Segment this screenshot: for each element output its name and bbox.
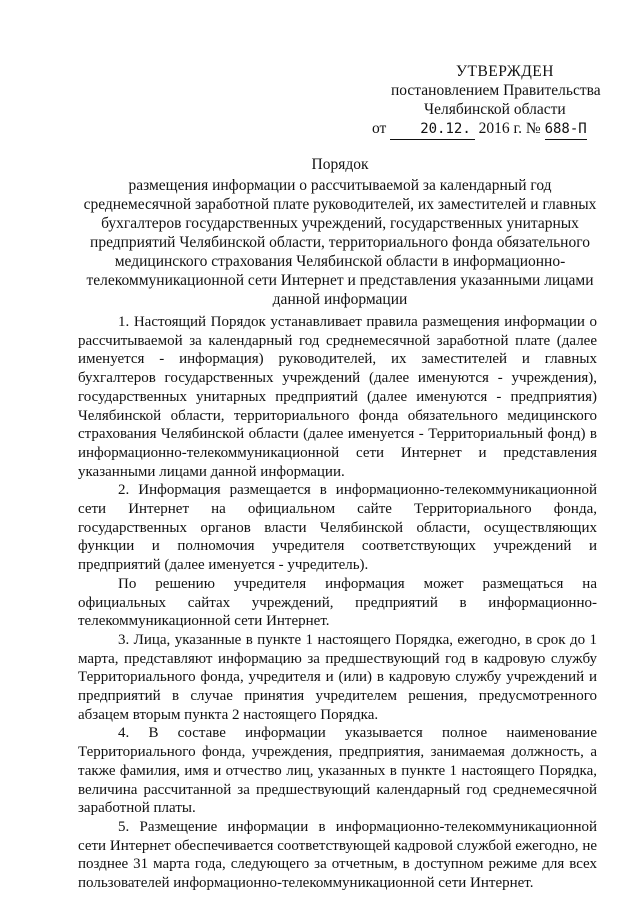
document-subtitle [60, 176, 620, 309]
approval-date: 20.12. [390, 120, 475, 140]
subtitle-line: данной информации [272, 291, 408, 308]
paragraph-2: 2. Информация размещается в информационно-телекоммуникационной сети Интернет на официальном сайте Территориального фонда, государственных органов власти Челябинской области, осуществляющих функции и полномочия учредителя соответствующих учреждений и предприятий (далее именуется - учредитель). [78, 482, 597, 574]
paragraph-1: 1. Настоящий Порядок устанавливает правила размещения информации о рассчитываемой за календарный год среднемесячной заработной плате (далее именуется - информация) руководителей, их заместителей и главных бухгалтеров государственных учреждений (далее именуются - учреждения), государственных унитарных предприятий (далее именуются - предприятия) Челябинской области, территориального фонда обязательного медицинского страхования Челябинской области (далее именуется - Территориальный фонд) в информационно-телекоммуникационной сети Интернет и представления указанными лицами данной информации. [78, 314, 597, 480]
document-body [78, 313, 597, 893]
approval-authority: постановлением Правительства [391, 82, 601, 99]
approval-number: 688-П [545, 120, 587, 140]
subtitle-line: бухгалтеров государственных учреждений, государственных унитарных [101, 215, 579, 232]
paragraph-3: 3. Лица, указанные в пункте 1 настоящего Порядка, ежегодно, в срок до 1 марта, представляют информацию за предшествующий год в кадровую службу Территориального фонда, учредителя и (или) в кадровую службу учреждений и предприятий в случае принятия учредителем решения, предусмотренного абзацем вторым пункта 2 настоящего Порядка. [78, 631, 597, 723]
year-suffix: 2016 г. № [478, 120, 541, 137]
paragraph-2-extra: По решению учредителя информация может размещаться на официальных сайтах учреждений, предприятий в информационно-телекоммуникационной сети Интернет. [78, 575, 597, 630]
approval-title: УТВЕРЖДЕН [456, 63, 554, 80]
document-heading: Порядок [311, 156, 369, 173]
approval-date-line [372, 119, 612, 140]
paragraph-5: 5. Размещение информации в информационно-телекоммуникационной сети Интернет обеспечивается соответствующей кадровой службой ежегодно, не позднее 31 марта года, следующего за отчетным, в доступном режиме для всех пользователей информационно-телекоммуникационной сети Интернет. [78, 818, 597, 892]
paragraph-4: 4. В составе информации указывается полное наименование Территориального фонда, учреждения, предприятия, занимаемая должность, а также фамилия, имя и отчество лиц, указанных в пункте 1 настоящего Порядка, величина рассчитанной за предшествующий календарный год среднемесячной заработной платы. [78, 725, 597, 817]
subtitle-line: медицинского страхования Челябинской области в информационно- [114, 253, 566, 270]
subtitle-line: среднемесячной заработной плате руководителей, их заместителей и главных [83, 196, 597, 213]
subtitle-line: размещения информации о рассчитываемой за календарный год [128, 177, 552, 194]
date-prefix: от [372, 120, 387, 137]
subtitle-line: телекоммуникационной сети Интернет и представления указанными лицами [86, 272, 594, 289]
approval-stamp [372, 62, 612, 140]
subtitle-line: предприятий Челябинской области, территориального фонда обязательного [90, 234, 590, 251]
document-title-block [60, 155, 620, 309]
approval-region: Челябинской области [424, 101, 566, 118]
